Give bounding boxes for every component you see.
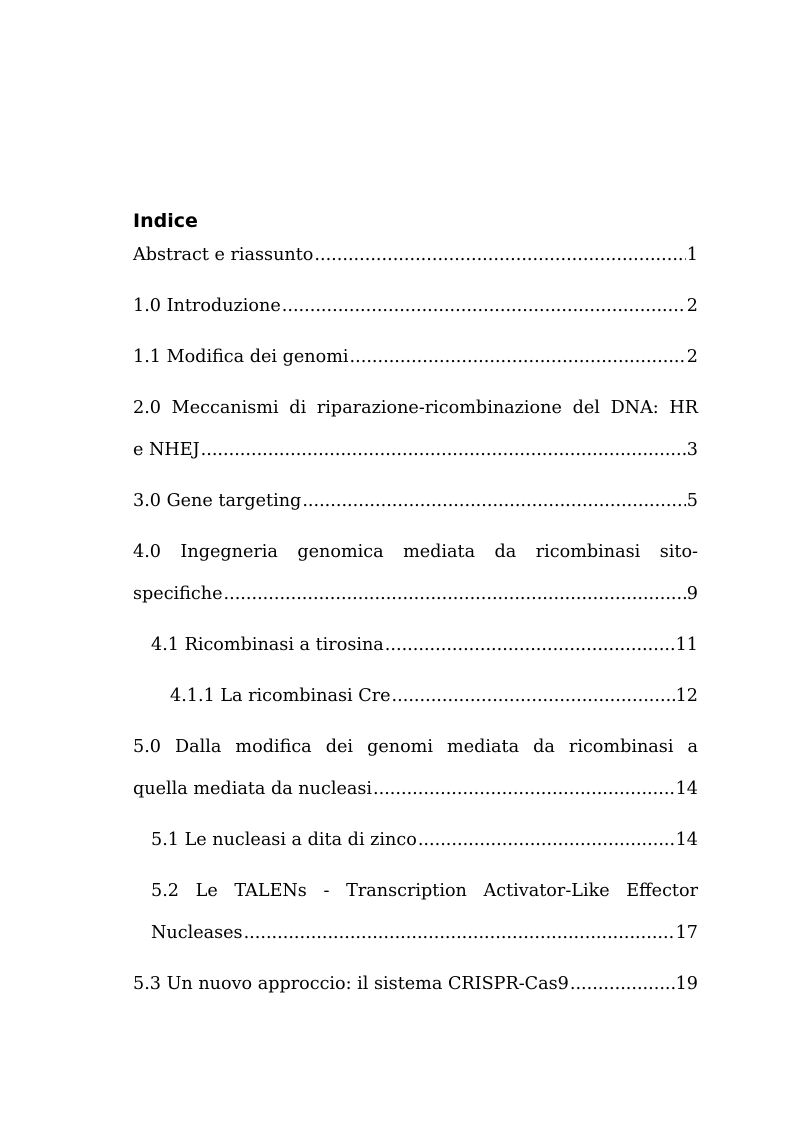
toc-entry[interactable] (133, 870, 698, 954)
toc-entry-label: 1.1 Modifica dei genomi (133, 347, 349, 367)
toc-entry-wrapped-line: 2.0 Meccanismi di riparazione-ricombinazione del DNA: HR (133, 398, 698, 418)
toc-entry-row (133, 480, 698, 522)
toc-entry[interactable] (133, 234, 698, 276)
toc-entry-label: 4.1.1 La ricombinasi Cre (170, 686, 391, 706)
toc-entry-row (133, 285, 698, 327)
toc-entry-label: specifiche (133, 584, 223, 604)
toc-entry-row (133, 336, 698, 378)
toc-dot-leader (224, 573, 686, 615)
toc-page-number: 12 (675, 686, 698, 706)
toc-dot-leader (418, 819, 675, 861)
toc-dot-leader (350, 336, 686, 378)
toc-entry-row (151, 912, 698, 954)
toc-dot-leader (282, 285, 686, 327)
toc-entry-row (151, 819, 698, 861)
toc-entry[interactable] (133, 726, 698, 810)
toc-entry-label: 5.3 Un nuovo approccio: il sistema CRISPR-Cas9 (133, 974, 569, 994)
toc-entry-row (133, 768, 698, 810)
toc-entry[interactable] (133, 675, 698, 717)
toc-page-number: 17 (675, 923, 698, 943)
toc-entry-wrapped-line: 4.0 Ingegneria genomica mediata da ricombinasi sito- (133, 542, 698, 562)
toc-entry-row (170, 675, 698, 717)
toc-entry[interactable] (133, 963, 698, 1005)
toc-page-number: 9 (686, 584, 698, 604)
toc-page-number: 19 (675, 974, 698, 994)
toc-heading: Indice (133, 210, 198, 232)
toc-entry-wrapped-line: 5.0 Dalla modifica dei genomi mediata da ricombinasi a (133, 737, 698, 757)
toc-dot-leader (244, 912, 675, 954)
toc-dot-leader (201, 429, 686, 471)
toc-entry-label: e NHEJ (133, 440, 200, 460)
toc-dot-leader (314, 234, 685, 276)
toc-entry-label: 5.1 Le nucleasi a dita di zinco (151, 830, 417, 850)
toc-entry[interactable] (133, 480, 698, 522)
toc-entry[interactable] (133, 819, 698, 861)
toc-page-number: 14 (675, 779, 698, 799)
toc-dot-leader (302, 480, 685, 522)
toc-page-number: 5 (686, 491, 698, 511)
toc-entry-row (133, 573, 698, 615)
toc-page-number: 3 (686, 440, 698, 460)
toc-entry[interactable] (133, 624, 698, 666)
toc-entry-row (133, 429, 698, 471)
toc-entry-label: 1.0 Introduzione (133, 296, 281, 316)
toc-entry-row (151, 624, 698, 666)
toc-dot-leader (373, 768, 675, 810)
toc-entry[interactable] (133, 387, 698, 471)
toc-page-number: 1 (686, 245, 698, 265)
toc-entry-row (133, 963, 698, 1005)
toc-page-number: 14 (675, 830, 698, 850)
toc-page-number: 11 (675, 635, 698, 655)
toc-page-number: 2 (686, 347, 698, 367)
toc-dot-leader (570, 963, 675, 1005)
toc-entry-label: quella mediata da nucleasi (133, 779, 373, 799)
toc-entry-row (133, 234, 698, 276)
toc-page-number: 2 (686, 296, 698, 316)
toc-dot-leader (392, 675, 675, 717)
toc-entry-wrapped-line: 5.2 Le TALENs - Transcription Activator-Like Effector (151, 881, 698, 901)
toc-entry[interactable] (133, 336, 698, 378)
toc-entry-label: Nucleases (151, 923, 243, 943)
toc-entries (133, 234, 698, 1005)
toc-entry[interactable] (133, 285, 698, 327)
toc-entry-label: 3.0 Gene targeting (133, 491, 302, 511)
table-of-contents (133, 208, 698, 1014)
toc-entry[interactable] (133, 531, 698, 615)
toc-entry-label: Abstract e riassunto (133, 245, 314, 265)
toc-entry-label: 4.1 Ricombinasi a tirosina (151, 635, 384, 655)
toc-dot-leader (385, 624, 675, 666)
